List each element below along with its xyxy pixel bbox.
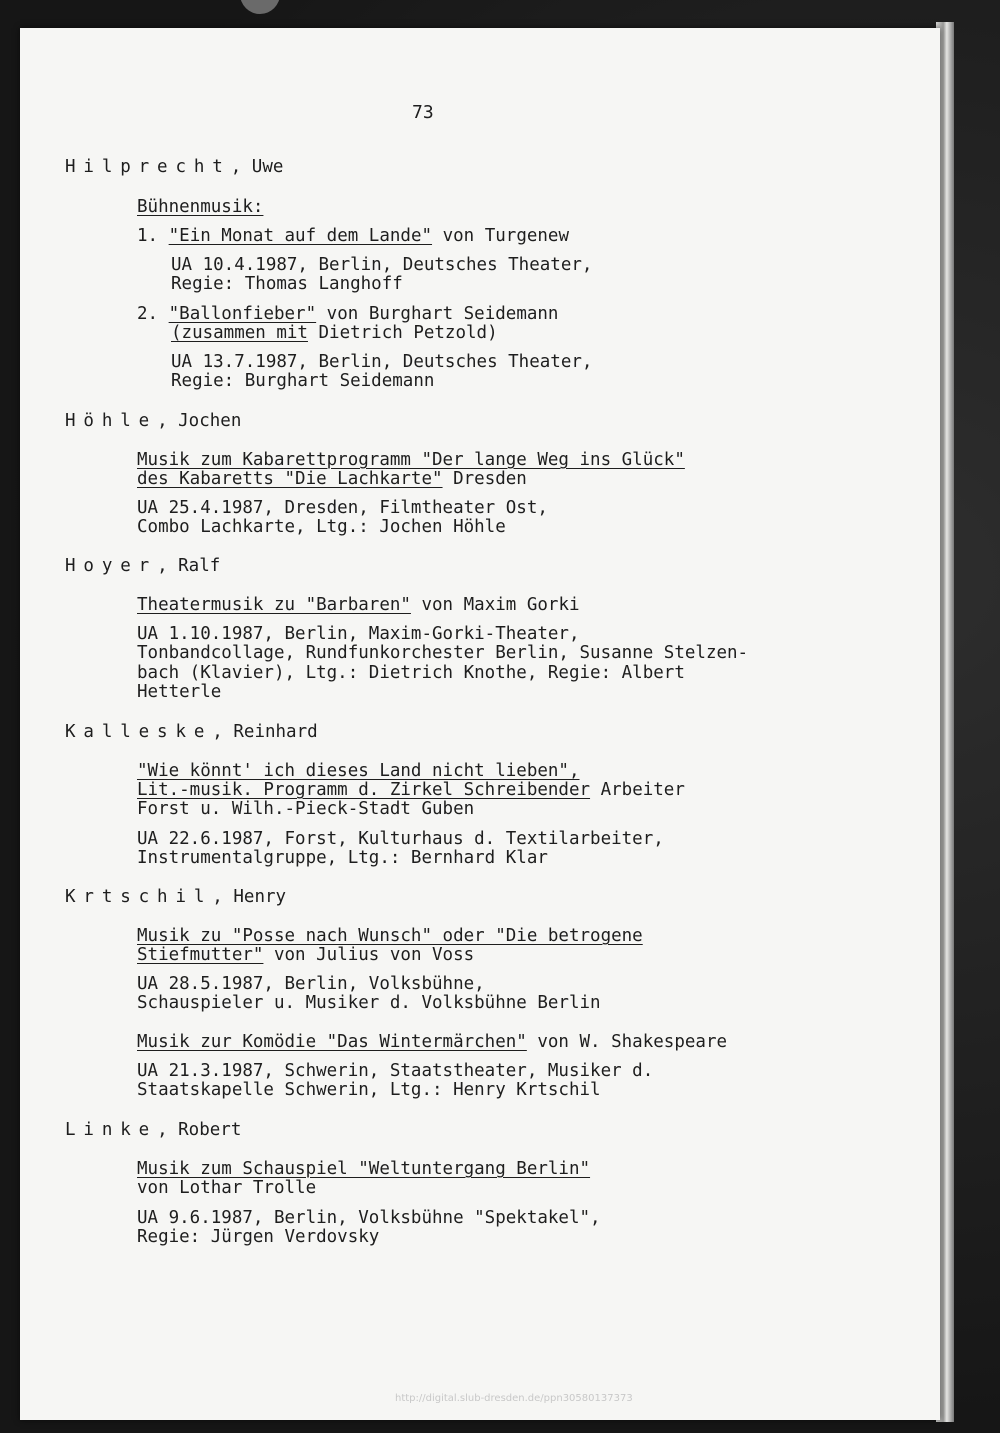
page-text xyxy=(20,28,940,1420)
composer-firstname: Henry xyxy=(233,887,287,907)
performers-line: Hetterle xyxy=(137,682,222,702)
name-separator: , xyxy=(212,722,234,742)
work-note-line xyxy=(171,324,498,344)
work-number: 2. xyxy=(137,304,159,324)
work-title-cont: Stiefmutter" xyxy=(137,945,264,965)
premiere-line: UA 9.6.1987, Berlin, Volksbühne "Spektakel", xyxy=(137,1208,601,1228)
name-separator: , xyxy=(212,887,234,907)
work-title: Musik zum Kabarettprogramm "Der lange Weg ins Glück" xyxy=(137,450,685,470)
composer-surname: Hoyer xyxy=(65,556,158,576)
entry-heading-krtschil xyxy=(65,888,286,908)
composer-surname: Kalleske xyxy=(65,722,213,742)
work-title-line xyxy=(137,470,527,490)
work-title: Musik zum Schauspiel "Weltuntergang Berlin" xyxy=(137,1159,591,1179)
entry-heading-linke xyxy=(65,1121,241,1141)
composer-surname: Hilprecht xyxy=(65,157,231,177)
work-author-line: von Lothar Trolle xyxy=(137,1178,317,1198)
work-title: "Ein Monat auf dem Lande" xyxy=(168,226,433,246)
composer-firstname: Jochen xyxy=(178,411,242,431)
work-title-line xyxy=(137,305,558,325)
premiere-line: UA 28.5.1987, Berlin, Volksbühne, xyxy=(137,974,485,994)
name-separator: , xyxy=(230,157,252,177)
composer-surname: Höhle xyxy=(65,411,158,431)
entry-heading-hoehle xyxy=(65,412,241,432)
work-author: von Turgenew xyxy=(432,226,569,246)
composer-firstname: Ralf xyxy=(178,556,221,576)
performers-line: bach (Klavier), Ltg.: Dietrich Knothe, Regie: Albert xyxy=(137,663,685,683)
performers-line: Instrumentalgruppe, Ltg.: Bernhard Klar xyxy=(137,848,548,868)
page-number: 73 xyxy=(412,102,434,123)
work-title-line: Forst u. Wilh.-Pieck-Stadt Guben xyxy=(137,799,475,819)
work-title: Theatermusik zu "Barbaren" xyxy=(137,595,411,615)
entry-heading-hoyer xyxy=(65,557,220,577)
premiere-line: UA 13.7.1987, Berlin, Deutsches Theater, xyxy=(171,352,593,372)
work-title-rest: Arbeiter xyxy=(590,780,685,800)
premiere-line: UA 25.4.1987, Dresden, Filmtheater Ost, xyxy=(137,498,548,518)
work-title-line xyxy=(137,781,685,801)
work-title: "Ballonfieber" xyxy=(168,304,317,324)
work-title-cont: Lit.-musik. Programm d. Zirkel Schreibender xyxy=(137,780,591,800)
work-author: von Julius von Voss xyxy=(263,945,475,965)
direction-line: Regie: Jürgen Verdovsky xyxy=(137,1227,380,1247)
section-label: Bühnenmusik: xyxy=(137,197,264,217)
premiere-line: UA 1.10.1987, Berlin, Maxim-Gorki-Theater, xyxy=(137,624,580,644)
work-title-line xyxy=(137,227,569,247)
direction-line: Regie: Burghart Seidemann xyxy=(171,371,435,391)
composer-firstname: Robert xyxy=(178,1120,242,1140)
direction-line: Regie: Thomas Langhoff xyxy=(171,274,403,294)
composer-firstname: Reinhard xyxy=(233,722,318,742)
performers-line: Staatskapelle Schwerin, Ltg.: Henry Krtschil xyxy=(137,1080,601,1100)
work-author: von W. Shakespeare xyxy=(526,1032,728,1052)
premiere-line: UA 22.6.1987, Forst, Kulturhaus d. Textilarbeiter, xyxy=(137,829,664,849)
source-url: http://digital.slub-dresden.de/ppn30580137373 xyxy=(395,1393,633,1404)
performers-line: Combo Lachkarte, Ltg.: Jochen Höhle xyxy=(137,517,506,537)
work-number: 1. xyxy=(137,226,159,246)
work-title: "Wie könnt' ich dieses Land nicht lieben", xyxy=(137,761,580,781)
work-author: von Maxim Gorki xyxy=(410,595,580,615)
work-title: Musik zur Komödie "Das Wintermärchen" xyxy=(137,1032,527,1052)
work-title-cont: des Kabaretts "Die Lachkarte" xyxy=(137,469,443,489)
performers-line: Schauspieler u. Musiker d. Volksbühne Berlin xyxy=(137,993,601,1013)
document-page xyxy=(20,28,940,1420)
work-note-rest: Dietrich Petzold) xyxy=(307,323,498,343)
work-title-line xyxy=(137,946,474,966)
composer-firstname: Uwe xyxy=(251,157,284,177)
work-author: von Burghart Seidemann xyxy=(316,304,559,324)
work-title: Musik zu "Posse nach Wunsch" oder "Die betrogene xyxy=(137,926,643,946)
entry-heading-kalleske xyxy=(65,723,318,743)
name-separator: , xyxy=(157,411,179,431)
composer-surname: Linke xyxy=(65,1120,158,1140)
composer-surname: Krtschil xyxy=(65,887,213,907)
work-title-line xyxy=(137,596,580,616)
work-title-line xyxy=(137,1033,727,1053)
work-place: Dresden xyxy=(442,469,527,489)
premiere-line: UA 10.4.1987, Berlin, Deutsches Theater, xyxy=(171,255,593,275)
entry-heading-hilprecht xyxy=(65,158,283,178)
work-note: (zusammen mit xyxy=(171,323,308,343)
premiere-line: UA 21.3.1987, Schwerin, Staatstheater, Musiker d. xyxy=(137,1061,654,1081)
performers-line: Tonbandcollage, Rundfunkorchester Berlin, Susanne Stelzen- xyxy=(137,643,749,663)
name-separator: , xyxy=(157,1120,179,1140)
name-separator: , xyxy=(157,556,179,576)
